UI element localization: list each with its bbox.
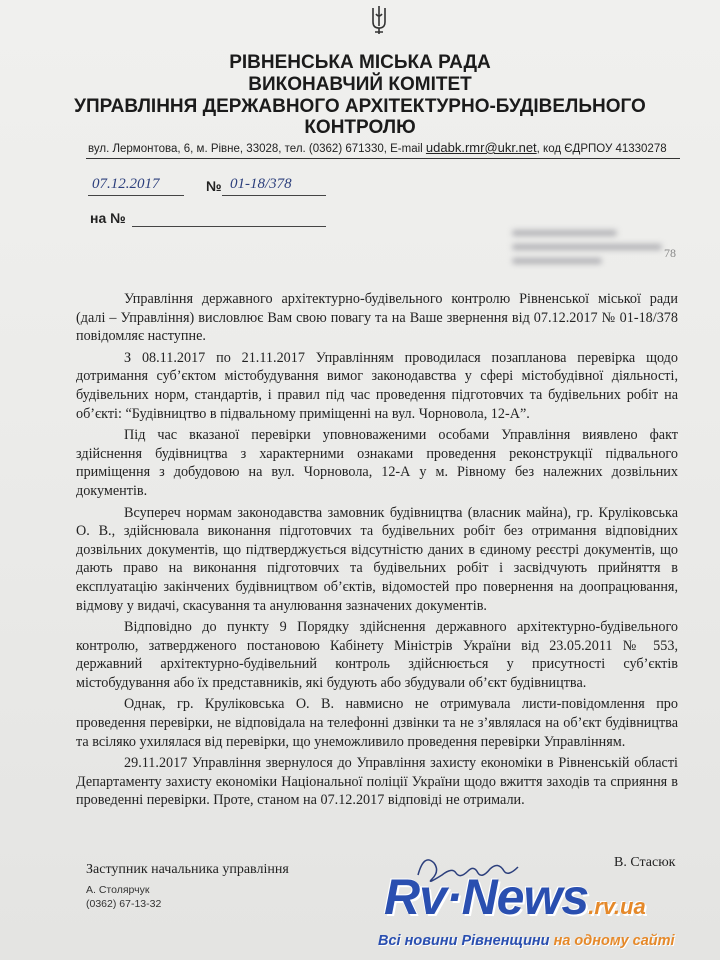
address-line xyxy=(88,140,688,155)
trident-emblem-icon xyxy=(368,4,390,36)
header-department-cont: КОНТРОЛЮ xyxy=(304,117,416,138)
edrpou-code: , код ЄДРПОУ 41330278 xyxy=(536,143,667,155)
watermark-brand-right: News xyxy=(461,869,589,925)
address-divider xyxy=(86,158,680,159)
watermark-tld: .rv.ua xyxy=(588,894,646,919)
header-executive-committee: ВИКОНАВЧИЙ КОМІТЕТ xyxy=(248,74,472,95)
executor-name: А. Столярчук xyxy=(86,884,150,896)
paragraph: Всупереч нормам законодавства замовник будівництва (власник майна), гр. Круліковська О. В., здійснювала виконання підготовчих та будівельних робіт без отримання відповідних дозвільних документів, що підтверджується відсутністю даних в єдиному реєстрі документів, що дають право на виконання підготовчих та будівельних робіт і засвідчують прийняття в експлуатацію закінчених будівництвом об’єктів, відомостей про повернення на доопрацювання, відмову у видачі, скасування та анулювання зазначених документів. xyxy=(76,504,678,614)
header-city-council: РІВНЕНСЬКА МІСЬКА РАДА xyxy=(229,52,491,73)
tagline-accent: на одному сайті xyxy=(553,933,675,949)
signatory-role: Заступник начальника управління xyxy=(86,862,289,877)
paragraph: З 08.11.2017 по 21.11.2017 Управлінням проводилася позапланова перевірка щодо дотримання суб’єктом містобудування вимог законодавства у сфері містобудівної діяльності, будівельних норм, стандартів, і правил під час проведення підготовчих та будівельних робіт на об’єкті: “Будівництво в підвальному приміщенні на вул. Чорновола, 12-А”. xyxy=(76,349,678,422)
paragraph: Під час вказаної перевірки уповноваженими особами Управління виявлено факт здійснення будівництва з характерними ознаками проведення реконструкції підвального приміщення з добудовою на вул. Чорновола, 12-А у м. Рівному без належних дозвільних документів. xyxy=(76,427,678,499)
paragraph: 29.11.2017 Управління звернулося до Управління захисту економіки в Рівненській області Департаменту захисту економіки Національної поліції України щодо вжиття заходів та сприяння в проведенні перевірки. Проте, станом на 07.12.2017 відповіді не отримали. xyxy=(76,755,678,809)
address-text: вул. Лермонтова, 6, м. Рівне, 33028, тел. (0362) 671330, E-mail xyxy=(88,143,423,155)
watermark-dot: · xyxy=(445,869,462,925)
reg-date-line xyxy=(88,195,184,196)
reg-number-line xyxy=(222,195,326,196)
paragraph: Управління державного архітектурно-будівельного контролю Рівненської міської ради (далі – Управління) висловлює Вам свою повагу та на Ваше звернення від 07.12.2017 № 01-18/378 повідомляє наступне. xyxy=(76,291,678,345)
reply-number-label: на № xyxy=(90,210,126,226)
letter-body xyxy=(76,290,678,813)
fold-mark: 78 xyxy=(664,246,676,260)
executor-phone: (0362) 67-13-32 xyxy=(86,898,162,910)
reg-date: 07.12.2017 xyxy=(92,176,160,192)
paragraph: Відповідно до пункту 9 Порядку здійснення державного архітектурно-будівельного контролю, затвердженого постановою Кабінету Міністрів України від 23.05.2011 № 553, державний архітектурно-будівельний контроль здійснюється у присутності суб’єктів містобудування або їх представників, які будують або збудували об’єкт будівництва. xyxy=(76,619,678,691)
watermark-logo xyxy=(384,869,646,932)
reply-number-line xyxy=(132,226,326,227)
reg-number: 01-18/378 xyxy=(230,176,292,192)
email-link[interactable]: udabk.rmr@ukr.net xyxy=(425,140,537,155)
paragraph: Однак, гр. Круліковська О. В. навмисно не отримувала листи-повідомлення про проведення перевірки, не відповідала на телефонні дзвінки та не з’являлася на об’єкт будівництва та всіляко ухилялася від перевірки, що унеможливило проведення перевірки Управлінням. xyxy=(76,696,678,750)
watermark-tagline xyxy=(378,933,675,949)
header-department: УПРАВЛІННЯ ДЕРЖАВНОГО АРХІТЕКТУРНО-БУДІВЕЛЬНОГО xyxy=(74,96,646,117)
reg-number-label: № xyxy=(206,178,222,194)
watermark-brand-left: Rv xyxy=(384,869,446,925)
redacted-recipient xyxy=(512,222,662,272)
signatory-name: В. Стасюк xyxy=(614,855,676,870)
tagline-main: Всі новини Рівненщини xyxy=(378,933,550,949)
